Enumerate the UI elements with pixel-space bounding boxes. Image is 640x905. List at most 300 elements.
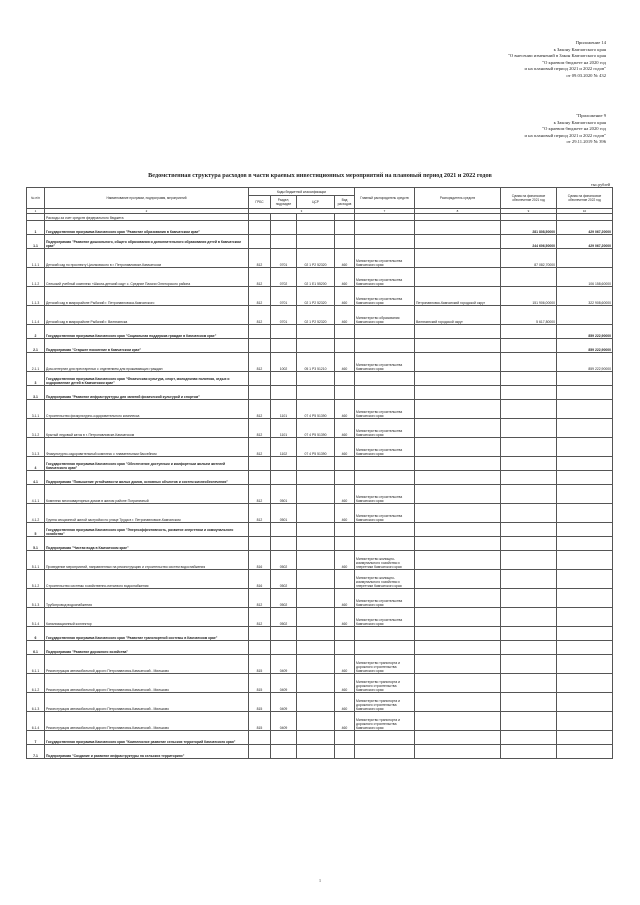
row-vr	[335, 641, 355, 655]
table-row	[27, 712, 613, 731]
header-sum-2021: Сумма на финансовое обеспечение 2021 год	[501, 188, 557, 209]
table-row	[27, 674, 613, 693]
row-recipient	[415, 419, 501, 438]
row-recipient	[415, 712, 501, 731]
row-manager: Министерство образования Камчатского края	[355, 306, 415, 325]
row-rzpr: 0701	[271, 287, 297, 306]
row-rzpr: 0702	[271, 268, 297, 287]
row-grbs: 812	[249, 400, 271, 419]
row-csr	[297, 641, 335, 655]
appendix-14-line: "О краевом бюджете на 2020 год	[542, 59, 606, 65]
table-row	[27, 570, 613, 589]
row-rzpr: 0502	[271, 551, 297, 570]
row-manager	[355, 457, 415, 471]
row-sum-2021	[501, 400, 557, 419]
row-number: 1.1	[27, 235, 45, 249]
row-recipient	[415, 641, 501, 655]
table-row	[27, 372, 613, 386]
row-csr: 02 1 P2 52320	[297, 287, 335, 306]
header-csr: ЦСР	[297, 196, 335, 209]
row-rzpr	[271, 471, 297, 485]
row-recipient	[415, 400, 501, 419]
row-number: 2	[27, 325, 45, 339]
row-number: 1.1.4	[27, 306, 45, 325]
row-recipient	[415, 731, 501, 745]
row-vr: 460	[335, 551, 355, 570]
column-number: 1	[27, 209, 45, 214]
table-row	[27, 249, 613, 268]
table-row	[27, 438, 613, 457]
row-csr	[297, 570, 335, 589]
row-name: Государственная программа Камчатского края "Обеспечение доступным и комфортным жильем жителей Камчатского края"	[45, 457, 249, 471]
row-vr: 460	[335, 485, 355, 504]
row-sum-2022	[557, 504, 613, 523]
row-sum-2021	[501, 523, 557, 537]
row-name: Крытый ледовый каток в г. Петропавловске-Камчатском	[45, 419, 249, 438]
row-rzpr: 1101	[271, 419, 297, 438]
row-manager: Министерство строительства Камчатского края	[355, 438, 415, 457]
row-sum-2021: 244 606,50000	[501, 235, 557, 249]
row-name: Расходы за счет средств федерального бюджета	[45, 214, 249, 221]
row-manager: Министерство строительства Камчатского края	[355, 485, 415, 504]
row-sum-2021	[501, 731, 557, 745]
table-row	[27, 214, 613, 221]
table-row	[27, 419, 613, 438]
row-grbs	[249, 731, 271, 745]
row-sum-2021	[501, 712, 557, 731]
table-row	[27, 353, 613, 372]
row-number: 5.1.3	[27, 589, 45, 608]
row-sum-2021	[501, 693, 557, 712]
row-rzpr	[271, 221, 297, 235]
row-name: Строительство физкультурно-оздоровительного комплекса	[45, 400, 249, 419]
row-rzpr: 0502	[271, 570, 297, 589]
row-rzpr: 0502	[271, 608, 297, 627]
row-recipient	[415, 438, 501, 457]
row-grbs	[249, 457, 271, 471]
row-manager: Министерство строительства Камчатского края	[355, 287, 415, 306]
row-csr: 05 1 P3 51210	[297, 353, 335, 372]
row-rzpr: 0409	[271, 712, 297, 731]
row-sum-2022: 429 067,20000	[557, 221, 613, 235]
row-name: Реконструкция автомобильной дороги Петропавловск-Камчатский - Мильково	[45, 712, 249, 731]
row-name: Подпрограмма "Развитие дошкольного, общего образования и дополнительного образования детей в Камчатском крае"	[45, 235, 249, 249]
table-header	[27, 188, 613, 214]
row-grbs: 815	[249, 712, 271, 731]
row-sum-2021: 87 082,70000	[501, 249, 557, 268]
table-row	[27, 589, 613, 608]
row-csr	[297, 372, 335, 386]
row-csr	[297, 523, 335, 537]
row-csr: 02 1 P2 52320	[297, 306, 335, 325]
row-sum-2021	[501, 504, 557, 523]
row-rzpr	[271, 745, 297, 759]
row-grbs: 812	[249, 249, 271, 268]
row-grbs	[249, 523, 271, 537]
table-row	[27, 551, 613, 570]
row-number: 3	[27, 372, 45, 386]
row-rzpr	[271, 537, 297, 551]
page-number: 1	[319, 878, 321, 883]
row-sum-2022	[557, 674, 613, 693]
row-number: 4.1.1	[27, 485, 45, 504]
row-manager	[355, 214, 415, 221]
row-name: Детский сад по проспекту Циолковского в г. Петропавловске-Камчатском	[45, 249, 249, 268]
row-csr	[297, 214, 335, 221]
row-vr: 460	[335, 419, 355, 438]
row-csr	[297, 221, 335, 235]
row-grbs: 812	[249, 268, 271, 287]
table-row	[27, 457, 613, 471]
row-rzpr	[271, 372, 297, 386]
row-number: 7.1	[27, 745, 45, 759]
row-csr	[297, 712, 335, 731]
row-csr	[297, 589, 335, 608]
row-rzpr: 0502	[271, 589, 297, 608]
row-grbs	[249, 221, 271, 235]
row-sum-2022: 859 222,90000	[557, 339, 613, 353]
document-title: Ведомственная структура расходов в части краевых инвестиционных мероприятий на плановый период 2021 и 2022 годов	[148, 172, 492, 179]
row-rzpr: 1002	[271, 353, 297, 372]
row-sum-2022	[557, 214, 613, 221]
row-manager: Министерство строительства Камчатского края	[355, 419, 415, 438]
row-number: 3.1.1	[27, 400, 45, 419]
row-sum-2022	[557, 745, 613, 759]
appendix-9-line: "Приложение 9	[576, 113, 606, 118]
row-sum-2021: 151 906,00000	[501, 287, 557, 306]
row-rzpr: 0409	[271, 693, 297, 712]
row-vr: 460	[335, 655, 355, 674]
row-recipient	[415, 655, 501, 674]
row-recipient	[415, 339, 501, 353]
row-vr	[335, 523, 355, 537]
row-sum-2021	[501, 372, 557, 386]
row-recipient: Вилючинский городской округ	[415, 306, 501, 325]
table-row	[27, 400, 613, 419]
row-number: 1	[27, 221, 45, 235]
table-row	[27, 268, 613, 287]
row-number: 5.1.4	[27, 608, 45, 627]
row-csr	[297, 731, 335, 745]
row-sum-2022	[557, 693, 613, 712]
row-number: 6.1.3	[27, 693, 45, 712]
row-sum-2021	[501, 674, 557, 693]
row-csr	[297, 674, 335, 693]
row-name: Государственная программа Камчатского края "Развитие образования в Камчатском крае"	[45, 221, 249, 235]
table-row	[27, 306, 613, 325]
row-rzpr	[271, 457, 297, 471]
row-grbs: 812	[249, 608, 271, 627]
row-sum-2022	[557, 523, 613, 537]
row-grbs: 816	[249, 551, 271, 570]
header-grbs: ГРБС	[249, 196, 271, 209]
row-grbs	[249, 325, 271, 339]
row-manager	[355, 221, 415, 235]
row-grbs: 812	[249, 504, 271, 523]
row-name: Реконструкция автомобильной дороги Петропавловск-Камчатский - Мильково	[45, 693, 249, 712]
row-number: 5	[27, 523, 45, 537]
row-recipient	[415, 608, 501, 627]
row-recipient	[415, 589, 501, 608]
row-grbs	[249, 235, 271, 249]
row-name: Государственная программа Камчатского края "Развитие транспортной системы в Камчатском крае"	[45, 627, 249, 641]
row-number: 3.1.3	[27, 438, 45, 457]
row-sum-2022	[557, 641, 613, 655]
unit-note: тыс.рублей	[591, 182, 610, 187]
row-sum-2021	[501, 537, 557, 551]
table-row	[27, 655, 613, 674]
row-vr	[335, 325, 355, 339]
table-row	[27, 731, 613, 745]
column-number: 10	[557, 209, 613, 214]
row-grbs	[249, 214, 271, 221]
row-grbs: 812	[249, 419, 271, 438]
row-name: Реконструкция автомобильной дороги Петропавловск-Камчатский - Мильково	[45, 674, 249, 693]
row-recipient	[415, 221, 501, 235]
row-manager: Министерство строительства Камчатского края	[355, 504, 415, 523]
row-recipient	[415, 235, 501, 249]
row-vr	[335, 457, 355, 471]
header-rzpr: Раздел, подраздел	[271, 196, 297, 209]
row-sum-2021	[501, 353, 557, 372]
row-sum-2022	[557, 372, 613, 386]
row-grbs	[249, 627, 271, 641]
row-csr	[297, 471, 335, 485]
row-csr	[297, 504, 335, 523]
row-vr	[335, 731, 355, 745]
row-name: Сельский учебный комплекс «Школа-детский сад» с. Средние Пахачи Олюторского района	[45, 268, 249, 287]
row-rzpr: 0701	[271, 306, 297, 325]
row-rzpr	[271, 627, 297, 641]
row-rzpr	[271, 731, 297, 745]
row-csr	[297, 485, 335, 504]
row-csr	[297, 386, 335, 400]
row-vr	[335, 570, 355, 589]
row-number: 5.1.1	[27, 551, 45, 570]
row-sum-2021	[501, 485, 557, 504]
row-vr: 460	[335, 353, 355, 372]
row-sum-2022: 429 067,20000	[557, 235, 613, 249]
row-recipient	[415, 214, 501, 221]
appendix-14-line: от 09.03.2020 № 432	[566, 72, 606, 78]
row-rzpr	[271, 235, 297, 249]
row-number: 4.1.2	[27, 504, 45, 523]
row-number: 6.1	[27, 641, 45, 655]
row-vr: 460	[335, 249, 355, 268]
table-row	[27, 537, 613, 551]
row-grbs: 812	[249, 589, 271, 608]
row-vr: 460	[335, 400, 355, 419]
row-rzpr	[271, 523, 297, 537]
row-name: Государственная программа Камчатского края "Социальная поддержка граждан в Камчатском крае"	[45, 325, 249, 339]
row-name: Детский сад в микрорайоне Рыбачий г. Петропавловска-Камчатского	[45, 287, 249, 306]
row-rzpr	[271, 325, 297, 339]
row-manager: Министерство транспорта и дорожного строительства Камчатского края	[355, 712, 415, 731]
row-grbs	[249, 641, 271, 655]
row-sum-2022	[557, 589, 613, 608]
row-recipient	[415, 268, 501, 287]
column-number: 7	[355, 209, 415, 214]
row-vr	[335, 627, 355, 641]
row-csr	[297, 457, 335, 471]
row-vr	[335, 372, 355, 386]
table-row	[27, 627, 613, 641]
table-row	[27, 745, 613, 759]
row-sum-2022: 859 222,90000	[557, 325, 613, 339]
row-grbs: 815	[249, 693, 271, 712]
table-row	[27, 641, 613, 655]
row-recipient	[415, 353, 501, 372]
row-vr: 460	[335, 712, 355, 731]
row-vr	[335, 235, 355, 249]
row-sum-2021	[501, 608, 557, 627]
row-manager: Министерство строительства Камчатского края	[355, 400, 415, 419]
row-recipient	[415, 372, 501, 386]
row-rzpr: 0409	[271, 674, 297, 693]
row-vr: 460	[335, 268, 355, 287]
table-row	[27, 471, 613, 485]
row-name: Подпрограмма "Чистая вода в Камчатском крае"	[45, 537, 249, 551]
row-vr: 460	[335, 306, 355, 325]
row-manager	[355, 325, 415, 339]
row-grbs	[249, 339, 271, 353]
row-sum-2021	[501, 438, 557, 457]
table-row	[27, 339, 613, 353]
row-csr: 07 4 P5 51390	[297, 419, 335, 438]
table-row	[27, 504, 613, 523]
row-manager	[355, 372, 415, 386]
row-sum-2021	[501, 268, 557, 287]
row-sum-2022: 106 158,60000	[557, 268, 613, 287]
row-name: Строительство системы хозяйственно-питьевого водоснабжения	[45, 570, 249, 589]
row-number: 4	[27, 457, 45, 471]
row-sum-2021	[501, 589, 557, 608]
row-number: 7	[27, 731, 45, 745]
table-row	[27, 485, 613, 504]
row-grbs	[249, 386, 271, 400]
row-grbs	[249, 471, 271, 485]
row-grbs	[249, 745, 271, 759]
row-sum-2021	[501, 457, 557, 471]
row-csr: 07 4 P5 51390	[297, 400, 335, 419]
table-row	[27, 287, 613, 306]
row-recipient	[415, 249, 501, 268]
header-num: № п/п	[27, 188, 45, 209]
row-name: Государственная программа Камчатского края "Комплексное развитие сельских территорий Камчатского края"	[45, 731, 249, 745]
table-body	[27, 214, 613, 759]
row-number: 5.1.2	[27, 570, 45, 589]
row-rzpr	[271, 214, 297, 221]
row-number: 6.1.2	[27, 674, 45, 693]
header-manager: Главный распорядитель средств	[355, 188, 415, 209]
table-row	[27, 523, 613, 537]
row-vr: 460	[335, 504, 355, 523]
row-grbs: 812	[249, 306, 271, 325]
row-vr	[335, 214, 355, 221]
row-sum-2021	[501, 386, 557, 400]
row-vr	[335, 745, 355, 759]
row-sum-2022	[557, 608, 613, 627]
row-sum-2022	[557, 627, 613, 641]
row-recipient	[415, 386, 501, 400]
column-number: 3	[249, 209, 355, 214]
row-rzpr	[271, 641, 297, 655]
appendix-14-line: "О внесении изменений в Закон Камчатского края	[508, 53, 606, 59]
table-row	[27, 693, 613, 712]
row-sum-2021	[501, 339, 557, 353]
row-sum-2022	[557, 457, 613, 471]
row-rzpr: 0409	[271, 655, 297, 674]
row-vr: 460	[335, 438, 355, 457]
row-manager: Министерство строительства Камчатского края	[355, 589, 415, 608]
row-sum-2021: 281 808,50000	[501, 221, 557, 235]
row-grbs: 816	[249, 570, 271, 589]
row-csr	[297, 325, 335, 339]
column-number: 9	[501, 209, 557, 214]
row-sum-2022	[557, 570, 613, 589]
row-name: Подпрограмма "Создание и развитие инфраструктуры на сельских территориях"	[45, 745, 249, 759]
appendix-9-line: "О краевом бюджете на 2020 год	[542, 126, 606, 132]
row-rzpr	[271, 339, 297, 353]
appendix-14-line: к Закону Камчатского края	[553, 46, 606, 52]
row-grbs	[249, 372, 271, 386]
appendix-9-header	[356, 113, 606, 146]
row-sum-2021	[501, 419, 557, 438]
row-csr	[297, 537, 335, 551]
row-rzpr: 0501	[271, 485, 297, 504]
row-manager	[355, 537, 415, 551]
row-csr	[297, 339, 335, 353]
row-recipient	[415, 471, 501, 485]
row-number: 1.1.1	[27, 249, 45, 268]
table-row	[27, 221, 613, 235]
row-recipient	[415, 325, 501, 339]
row-sum-2022	[557, 537, 613, 551]
row-recipient	[415, 485, 501, 504]
row-sum-2022	[557, 249, 613, 268]
row-name: Канализационный коллектор	[45, 608, 249, 627]
row-manager: Министерство транспорта и дорожного строительства Камчатского края	[355, 674, 415, 693]
row-sum-2022	[557, 485, 613, 504]
row-sum-2021	[501, 655, 557, 674]
row-manager: Министерство строительства Камчатского края	[355, 249, 415, 268]
row-sum-2021	[501, 551, 557, 570]
table-row	[27, 325, 613, 339]
row-sum-2022: 859 222,90000	[557, 353, 613, 372]
row-csr: 07 4 P5 51390	[297, 438, 335, 457]
row-manager: Министерство строительства Камчатского края	[355, 608, 415, 627]
row-manager: Министерство жилищно-коммунального хозяйства и энергетики Камчатского края	[355, 570, 415, 589]
row-vr: 460	[335, 693, 355, 712]
row-recipient	[415, 745, 501, 759]
appendix-9-line: и на плановый период 2021 и 2022 годов"	[524, 132, 606, 138]
row-name: Проведение мероприятий, направленных на реконструкцию и строительство систем водоснабжения	[45, 551, 249, 570]
row-csr	[297, 608, 335, 627]
row-recipient: Петропавловск-Камчатский городской округ	[415, 287, 501, 306]
row-sum-2022	[557, 400, 613, 419]
appendix-14-line: Приложение 14	[575, 40, 606, 45]
header-vr: Вид расходов	[335, 196, 355, 209]
row-grbs: 812	[249, 287, 271, 306]
row-number: 2.1.1	[27, 353, 45, 372]
row-name: Подпрограмма "Старшее поколение в Камчатском крае"	[45, 339, 249, 353]
appendix-9-line: к Закону Камчатского края	[553, 119, 606, 125]
row-rzpr: 0701	[271, 249, 297, 268]
row-sum-2021	[501, 325, 557, 339]
row-manager	[355, 471, 415, 485]
row-number: 6.1.4	[27, 712, 45, 731]
row-number: 6	[27, 627, 45, 641]
